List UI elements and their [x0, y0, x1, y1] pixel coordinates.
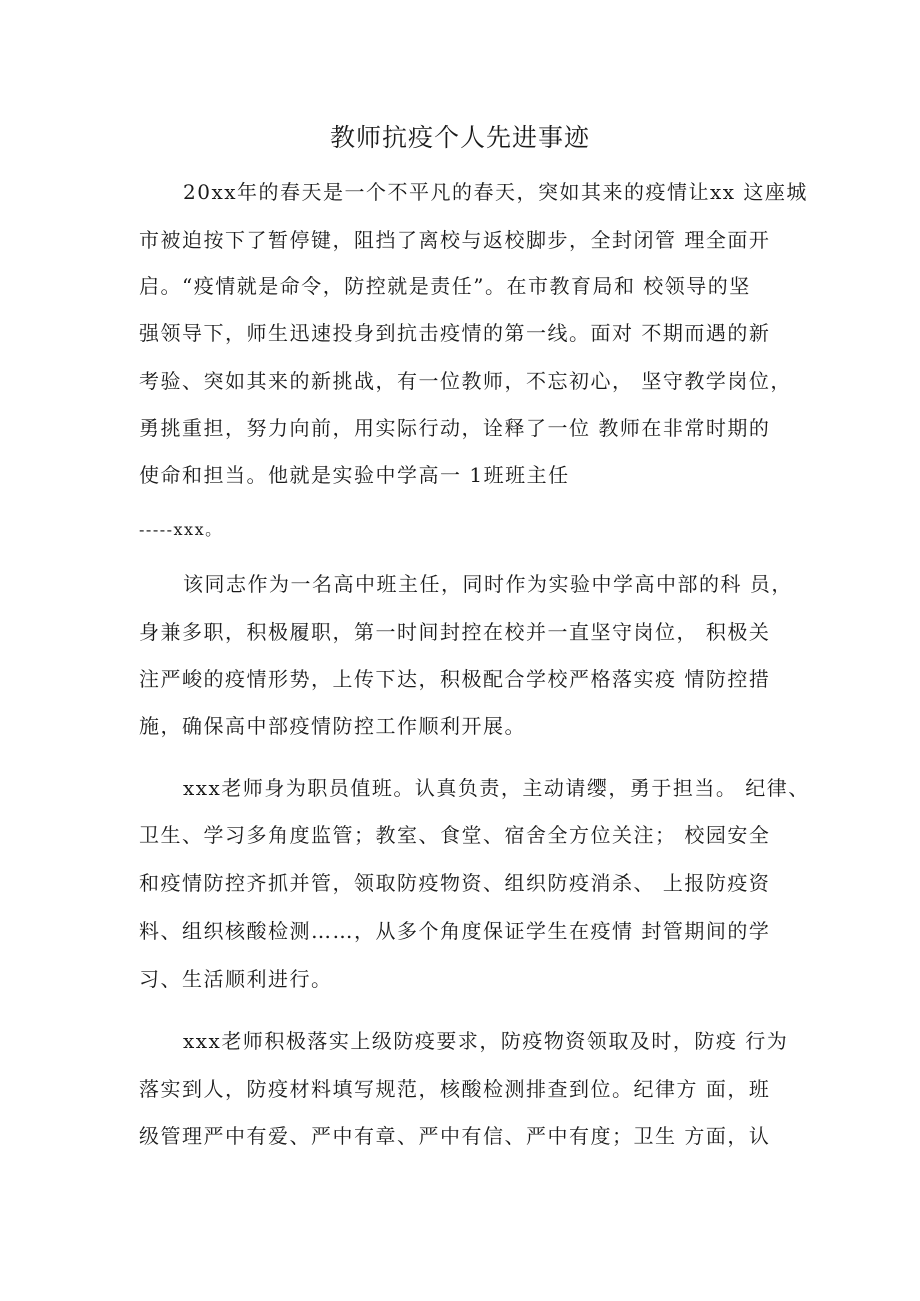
paragraph-1-line-7: 使命和担当。他就是实验中学高一 1班班主任: [139, 463, 570, 487]
paragraph-1-line-6: 勇挑重担，努力向前，用实际行动，诠释了一位 教师在非常时期的: [139, 416, 771, 440]
paragraph-3-line-4: 施，确保高中部疫情防控工作顺利开展。: [139, 714, 526, 738]
paragraph-1-line-1: 20xx年的春天是一个不平凡的春天，突如其来的疫情让xx 这座城: [183, 180, 808, 204]
paragraph-1-line-5: 考验、突如其来的新挑战，有一位教师，不忘初心， 坚守教学岗位，: [139, 369, 792, 393]
paragraph-4-line-2: 卫生、学习多角度监管；教室、食堂、宿舍全方位关注； 校园安全: [139, 823, 771, 847]
paragraph-4-line-3: 和疫情防控齐抓并管，领取防疫物资、组织防疫消杀、 上报防疫资: [139, 871, 771, 895]
paragraph-2-line-1: -----xxx。: [139, 520, 223, 539]
paragraph-1-line-2: 市被迫按下了暂停键，阻挡了离校与返校脚步，全封闭管 理全面开: [139, 228, 771, 252]
paragraph-4-line-1: xxx老师身为职员值班。认真负责，主动请缨，勇于担当。 纪律、: [183, 776, 810, 800]
paragraph-4-line-5: 习、生活顺利进行。: [139, 967, 333, 991]
paragraph-3-line-3: 注严峻的疫情形势，上传下达，积极配合学校严格落实疫 情防控措: [139, 667, 771, 691]
paragraph-3-line-1: 该同志作为一名高中班主任，同时作为实验中学高中部的科 员，: [183, 572, 793, 596]
paragraph-5-line-1: xxx老师积极落实上级防疫要求，防疫物资领取及时，防疫 行为: [183, 1029, 789, 1053]
paragraph-1-line-3: 启。“疫情就是命令，防控就是责任”。在市教育局和 校领导的坚: [139, 274, 751, 298]
paragraph-3-line-2: 身兼多职，积极履职，第一时间封控在校并一直坚守岗位， 积极关: [139, 620, 771, 644]
paragraph-5-line-2: 落实到人，防疫材料填写规范，核酸检测排查到位。纪律方 面，班: [139, 1077, 771, 1101]
paragraph-4-line-4: 料、组织核酸检测……，从多个角度保证学生在疫情 封管期间的学: [139, 919, 771, 943]
paragraph-1-line-4: 强领导下，师生迅速投身到抗击疫情的第一线。面对 不期而遇的新: [139, 321, 771, 345]
document-title: 教师抗疫个人先进事迹: [329, 123, 590, 152]
paragraph-5-line-3: 级管理严中有爱、严中有章、严中有信、严中有度；卫生 方面，认: [139, 1124, 771, 1148]
